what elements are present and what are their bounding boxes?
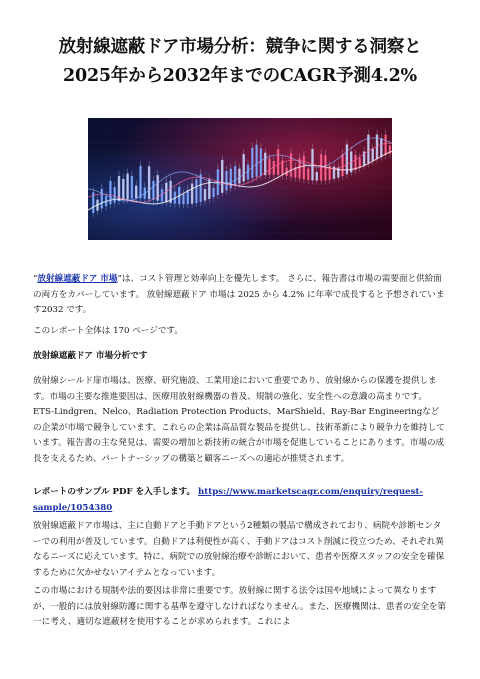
sample-label: レポートのサンプル PDF を入手します。 [33, 487, 196, 497]
sample-request-line [33, 485, 447, 516]
page-title [20, 33, 460, 91]
intro-quote-open: “ [33, 274, 38, 284]
page-count-text: このレポート全体は 170 ページです。 [33, 326, 183, 336]
analysis-paragraph: 放射線シールド扉市場は、医療、研究施設、工業用途において重要であり、放射線からの保護を提供します。市場の主要な推進要因は、医療用放射線機器の普及、規制の強化、安全性への意識の高まりです。ETS-Lindgren、Nelco、Radiation Protection Products、MarShield、Ray-Bar Engineeringなどの企業が市場で競争しています。これらの企業は高品質な製品を提供し、技術革新により競争力を維持しています。報告書の主な発見は、需要の増加と新技術の統合が市場を促進していることにあります。市場の成長を支えるため、パートナーシップの構築と顧客ニーズへの適応が推奨されます。 [33, 376, 445, 464]
intro-paragraph [33, 272, 447, 319]
section-heading: 放射線遮蔽ドア 市場分析です [33, 351, 148, 361]
title-line-2: 2025年から2032年までのCAGR予測4.2% [63, 66, 417, 86]
financial-chart-image [88, 118, 392, 240]
market-link[interactable]: 放射線遮蔽ドア 市場 [37, 274, 118, 284]
regulation-paragraph: この市場における規制や法的要因は非常に重要です。放射線に関する法令は国や地域によって異なりますが、一般的には放射線防護に関する基準を遵守しなければなりません。また、医療機関は、患者の安全を第一に考え、適切な遮蔽材を使用することが求められます。これによ [33, 586, 447, 627]
title-line-1: 放射線遮蔽ドア市場分析：競争に関する洞察と [58, 37, 422, 57]
sample-request-link[interactable]: https://www.marketscagr.com/enquiry/request-sample/1054380 [33, 487, 423, 513]
intro-text: ”は、コスト管理と効率向上を優先します。 さらに、報告書は市場の需要面と供給面の両方をカバーしています。 放射線遮蔽ドア 市場は 2025 から 4.2% に年率で成長すると予想されています2032 です。 [33, 274, 445, 315]
product-paragraph: 放射線遮蔽ドア市場は、主に自動ドアと手動ドアという2種類の製品で構成されており、病院や診断センターでの利用が普及しています。自動ドアは利便性が高く、手動ドアはコスト削減に役立つため、それぞれ異なるニーズに応えています。特に、病院での放射線治療や診断において、患者や医療スタッフの安全を確保するために欠かせないアイテムとなっています。 [33, 521, 445, 578]
